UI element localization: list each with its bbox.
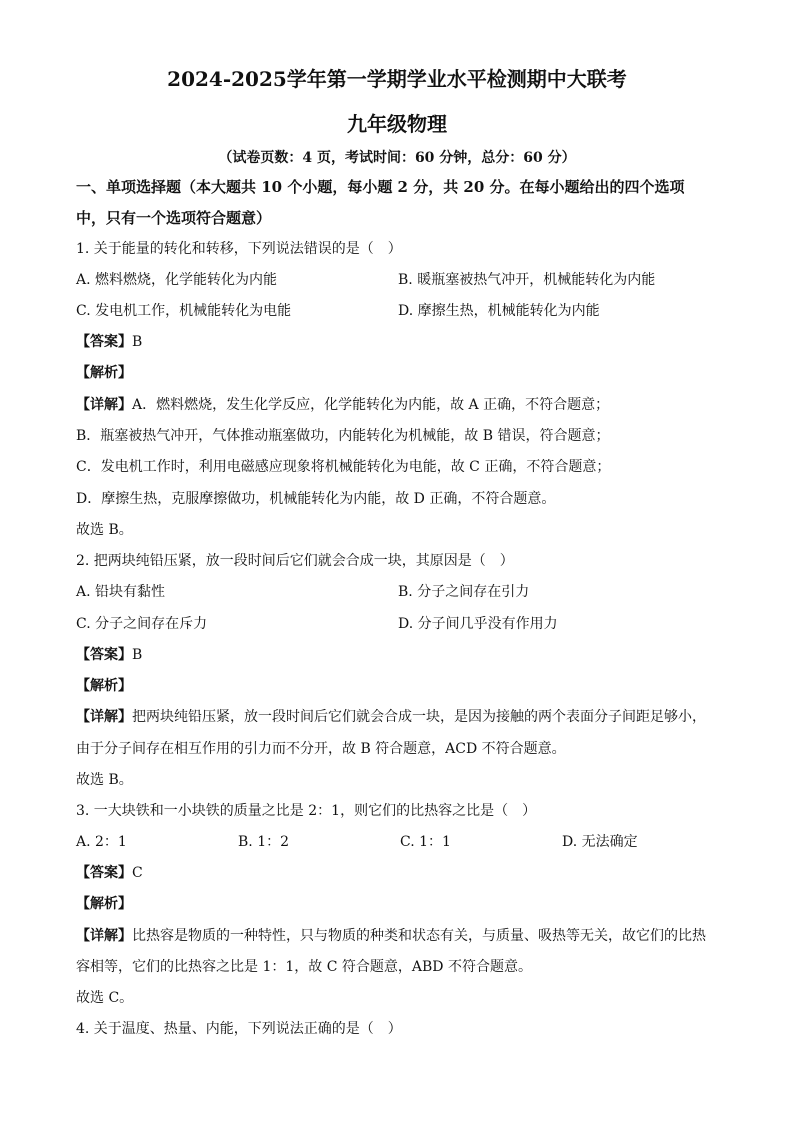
answer-tag: 【答案】	[76, 647, 132, 663]
q1-answer	[76, 333, 142, 351]
q1-option-b: B. 暖瓶塞被热气冲开，机械能转化为内能	[398, 272, 656, 288]
q3-answer-value: C	[132, 865, 143, 881]
q1-analysis-tag: 【解析】	[76, 365, 132, 381]
q1-detail-line4: D．摩擦生热，克服摩擦做功，机械能转化为内能，故 D 正确，不符合题意。	[76, 491, 556, 507]
q1-option-c: C. 发电机工作，机械能转化为电能	[76, 303, 292, 319]
q2-detail-text: 把两块纯铅压紧，放一段时间后它们就会合成一块，是因为接触的两个表面分子间距足够小，	[132, 709, 706, 725]
exam-info: （试卷页数：4 页，考试时间：60 分钟，总分：60 分）	[218, 150, 576, 166]
q4-stem: 4. 关于温度、热量、内能，下列说法正确的是（ ）	[76, 1021, 402, 1037]
q1-detail-text: A．燃料燃烧，发生化学反应，化学能转化为内能，故 A 正确，不符合题意；	[132, 397, 610, 413]
q1-option-d: D. 摩擦生热，机械能转化为内能	[398, 303, 600, 319]
q2-option-b: B. 分子之间存在引力	[398, 584, 530, 600]
q1-stem: 1. 关于能量的转化和转移，下列说法错误的是（ ）	[76, 241, 402, 257]
section-heading-line1: 一、单项选择题（本大题共 10 个小题，每小题 2 分，共 20 分。在每小题给出的四个选项	[76, 178, 685, 196]
q3-conclusion: 故选 C。	[76, 990, 134, 1006]
q2-detail-line2: 由于分子间存在相互作用的引力而不分开，故 B 符合题意，ACD 不符合题意。	[76, 741, 566, 757]
exam-title: 2024-2025学年第一学期学业水平检测期中大联考	[167, 67, 627, 91]
q2-answer-value: B	[132, 647, 143, 663]
q3-option-b: B. 1：2	[238, 834, 290, 850]
q1-option-a: A. 燃料燃烧，化学能转化为内能	[76, 272, 278, 288]
q2-analysis-tag: 【解析】	[76, 678, 132, 694]
q1-detail-line1	[76, 396, 609, 414]
detail-tag: 【详解】	[76, 397, 132, 413]
q2-answer	[76, 646, 142, 664]
q3-answer	[76, 864, 143, 882]
q2-detail-line1	[76, 708, 706, 726]
detail-tag: 【详解】	[76, 928, 132, 944]
q2-conclusion: 故选 B。	[76, 772, 133, 788]
q3-detail-line2: 容相等，它们的比热容之比是 1：1，故 C 符合题意，ABD 不符合题意。	[76, 959, 532, 975]
q2-option-c: C. 分子之间存在斥力	[76, 616, 208, 632]
q1-detail-line2: B．瓶塞被热气冲开，气体推动瓶塞做功，内能转化为机械能，故 B 错误，符合题意；	[76, 428, 610, 444]
answer-tag: 【答案】	[76, 334, 132, 350]
q3-analysis-tag: 【解析】	[76, 896, 132, 912]
q2-option-a: A. 铅块有黏性	[76, 584, 166, 600]
q3-detail-text: 比热容是物质的一种特性，只与物质的种类和状态有关，与质量、吸热等无关，故它们的比热	[132, 928, 706, 944]
q3-detail-line1	[76, 927, 706, 945]
q1-conclusion: 故选 B。	[76, 522, 133, 538]
q3-option-a: A. 2：1	[76, 834, 127, 850]
answer-tag: 【答案】	[76, 865, 132, 881]
detail-tag: 【详解】	[76, 709, 132, 725]
q1-detail-line3: C．发电机工作时，利用电磁感应现象将机械能转化为电能，故 C 正确，不符合题意；	[76, 459, 611, 475]
exam-subject: 九年级物理	[347, 112, 447, 136]
q3-option-d: D. 无法确定	[562, 834, 638, 850]
q2-stem: 2. 把两块纯铅压紧，放一段时间后它们就会合成一块，其原因是（ ）	[76, 553, 514, 569]
section-heading-line2: 中，只有一个选项符合题意）	[76, 209, 272, 227]
q3-stem: 3. 一大块铁和一小块铁的质量之比是 2：1，则它们的比热容之比是（ ）	[76, 803, 537, 819]
q3-option-c: C. 1：1	[400, 834, 451, 850]
q2-option-d: D. 分子间几乎没有作用力	[398, 616, 558, 632]
q1-answer-value: B	[132, 334, 143, 350]
